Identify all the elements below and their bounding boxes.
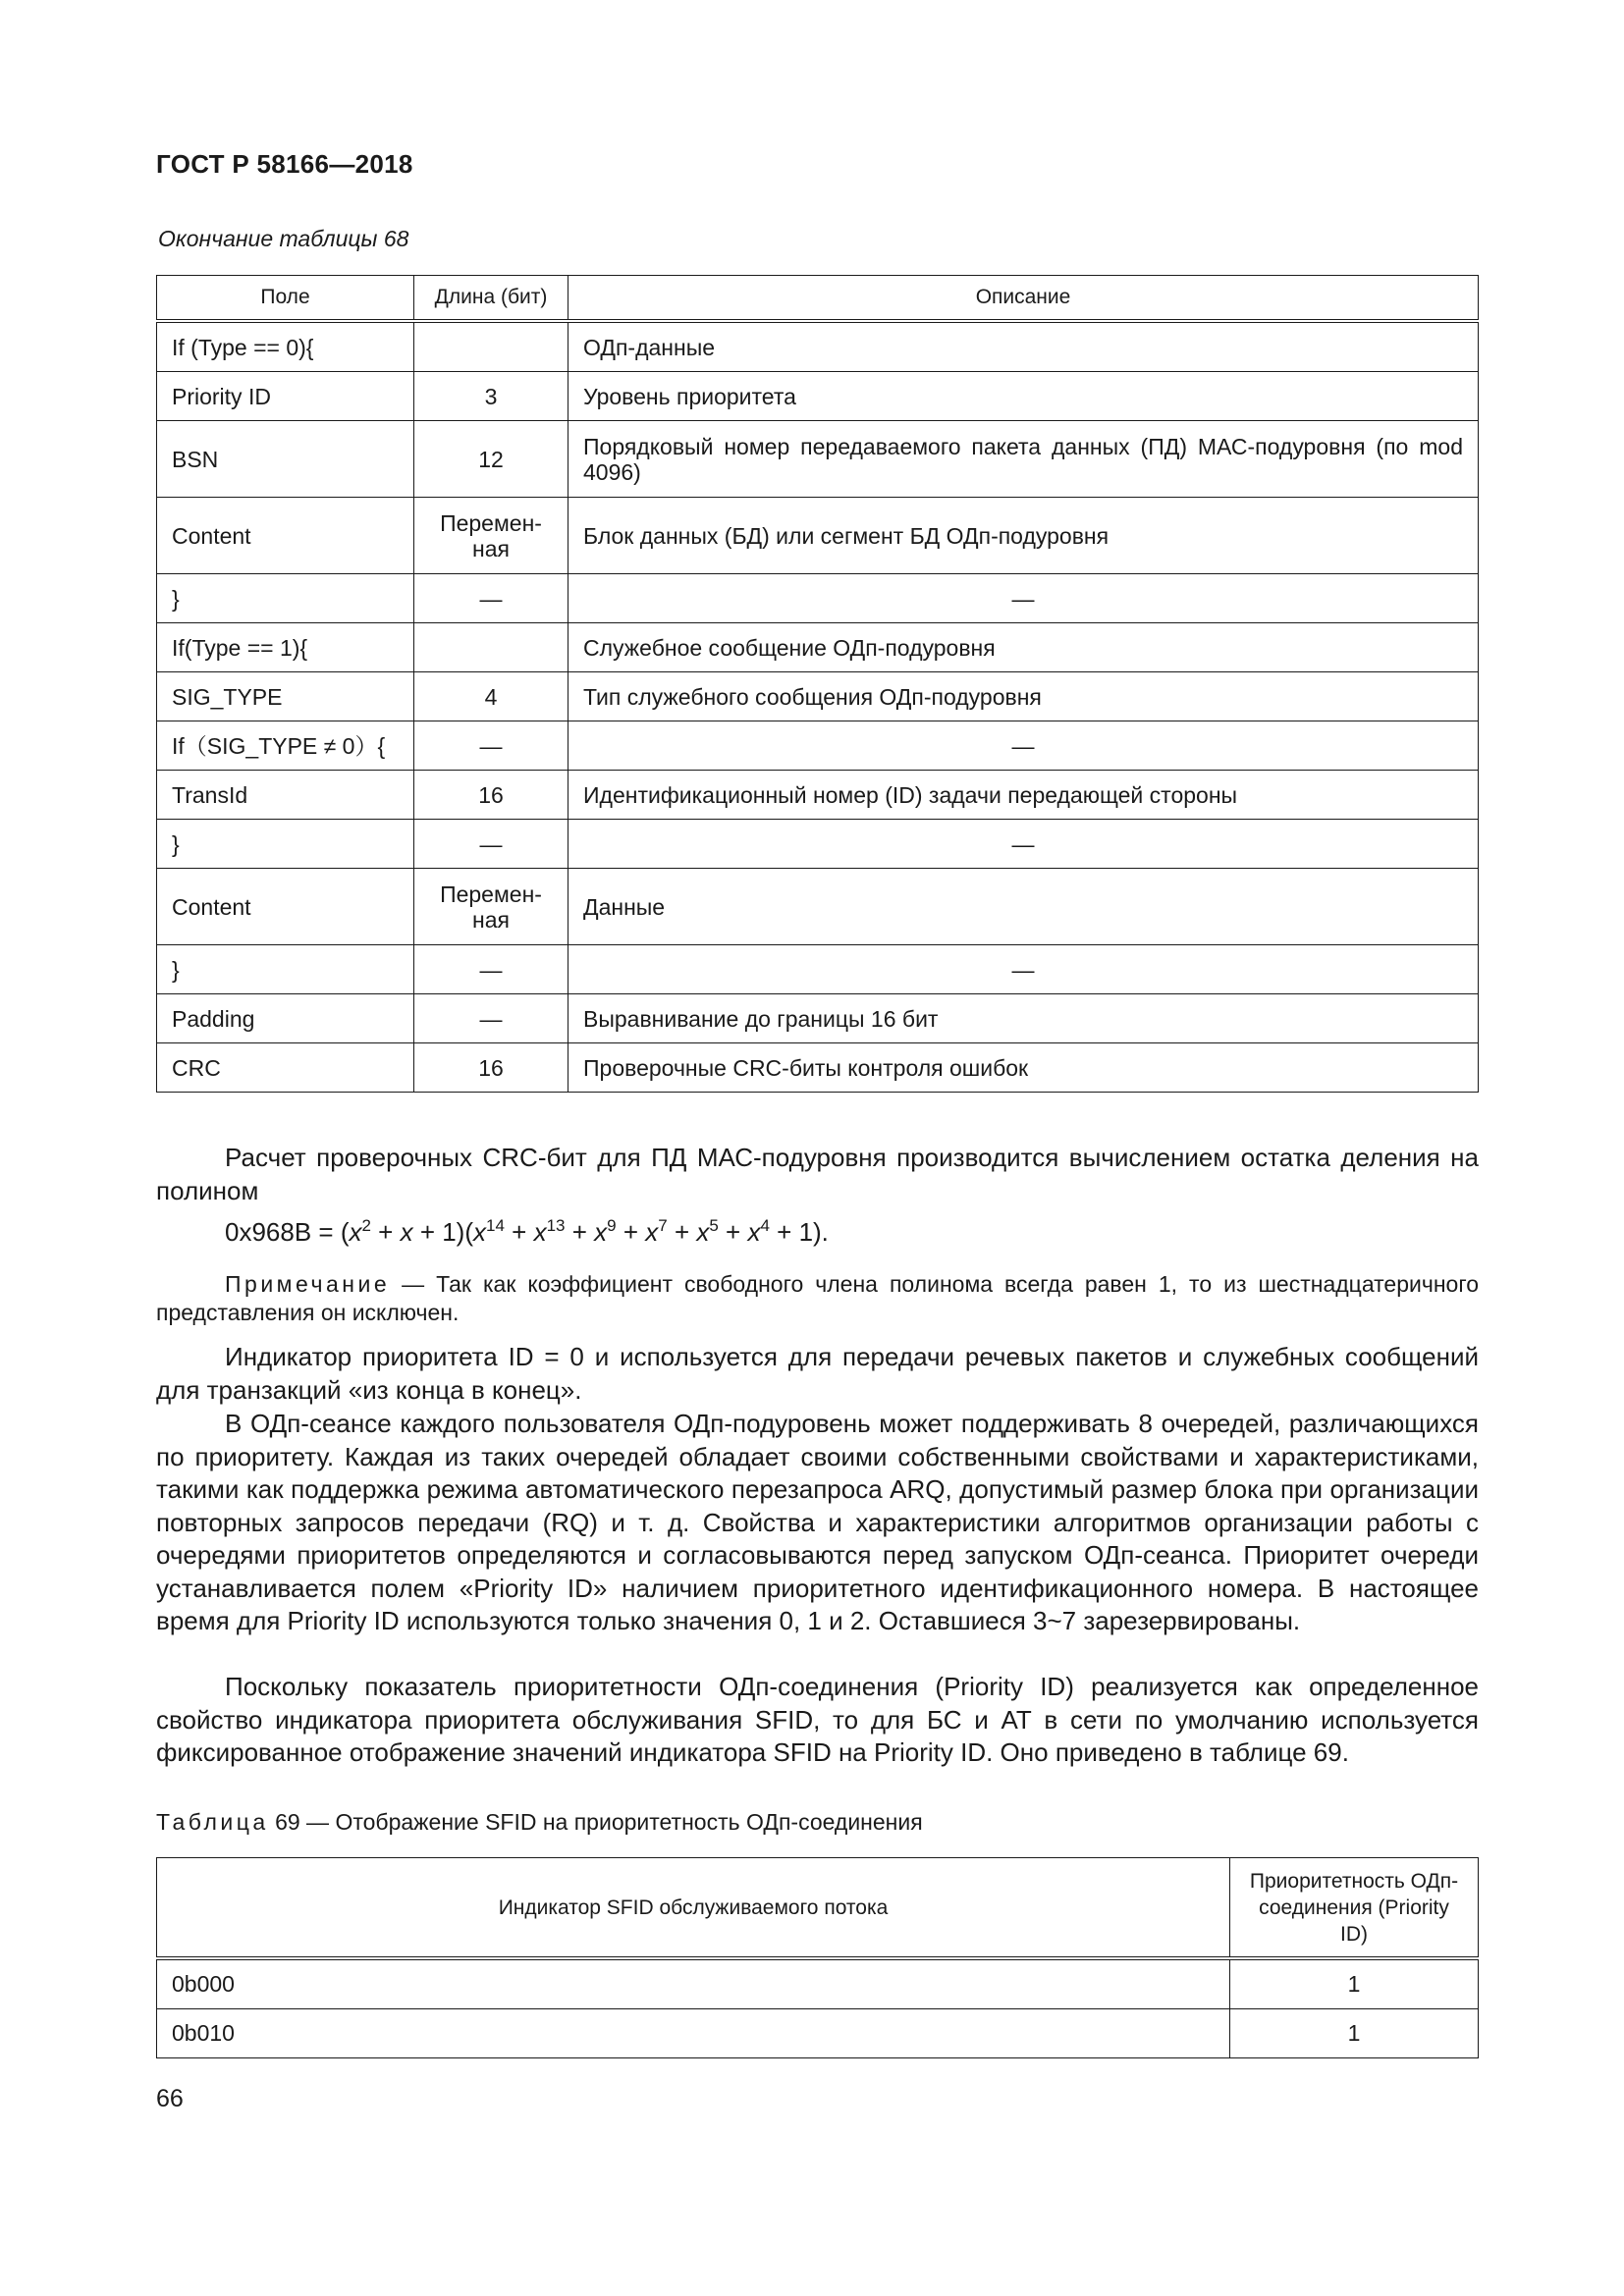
cell-length: —: [414, 721, 568, 771]
cell-sfid: 0b000: [157, 1958, 1230, 2009]
table-row: [157, 372, 1479, 421]
cell-field: TransId: [157, 771, 414, 820]
cell-description: ОДп-данные: [568, 321, 1479, 372]
cell-field: CRC: [157, 1043, 414, 1093]
paragraph-sfid-mapping: Поскольку показатель приоритетности ОДп-соединения (Priority ID) реализуется как определенное свойство индикатора приоритета обслуживания SFID, то для БС и АТ в сети по умолчанию используется фиксированное отображение значений индикатора SFID на Priority ID. Оно приведено в таблице 69.: [156, 1672, 1479, 1767]
cell-field: }: [157, 945, 414, 994]
cell-description: Блок данных (БД) или сегмент БД ОДп-подуровня: [568, 498, 1479, 574]
column-header-priority: Приоритетность ОДп-соединения (Priority ID): [1230, 1858, 1479, 1959]
cell-sfid: 0b010: [157, 2009, 1230, 2058]
cell-description: Идентификационный номер (ID) задачи передающей стороны: [568, 771, 1479, 820]
table-row: [157, 1043, 1479, 1093]
table-row: [157, 820, 1479, 869]
column-header-description: Описание: [568, 276, 1479, 322]
cell-field: If（SIG_TYPE ≠ 0）{: [157, 721, 414, 771]
column-header-sfid: Индикатор SFID обслуживаемого потока: [157, 1858, 1230, 1959]
cell-length: —: [414, 574, 568, 623]
cell-field: If(Type == 1){: [157, 623, 414, 672]
cell-description: Проверочные CRC-биты контроля ошибок: [568, 1043, 1479, 1093]
cell-length: —: [414, 994, 568, 1043]
cell-length: Перемен-ная: [414, 869, 568, 945]
cell-field: Priority ID: [157, 372, 414, 421]
cell-field: If (Type == 0){: [157, 321, 414, 372]
cell-priority: 1: [1230, 1958, 1479, 2009]
cell-field: Content: [157, 498, 414, 574]
page-number: 66: [156, 2085, 184, 2112]
cell-length: 12: [414, 421, 568, 498]
paragraph-crc-calculation: Расчет проверочных CRC-бит для ПД МАС-подуровня производится вычислением остатка деления на полином: [156, 1143, 1479, 1205]
table-68-continuation-caption: Окончание таблицы 68: [158, 226, 409, 251]
cell-field: }: [157, 820, 414, 869]
cell-description: —: [568, 574, 1479, 623]
table-row: [157, 945, 1479, 994]
table-row: [157, 721, 1479, 771]
table-row: [157, 672, 1479, 721]
cell-length: —: [414, 820, 568, 869]
polynomial-formula: $0x968B = (x^2 + x + 1)(x^{14} + x^{13} + x^9 + x^7 + x^5 + x^4 + 1)$.: [225, 1216, 829, 1247]
cell-length: [414, 623, 568, 672]
table-row: [157, 574, 1479, 623]
cell-length: Перемен-ная: [414, 498, 568, 574]
cell-length: 3: [414, 372, 568, 421]
cell-description: —: [568, 945, 1479, 994]
column-header-field: Поле: [157, 276, 414, 322]
cell-description: Служебное сообщение ОДп-подуровня: [568, 623, 1479, 672]
cell-field: Padding: [157, 994, 414, 1043]
note-paragraph: [156, 1270, 1479, 1327]
cell-description: Уровень приоритета: [568, 372, 1479, 421]
cell-field: }: [157, 574, 414, 623]
note-label: Примечание: [225, 1271, 391, 1297]
cell-priority: 1: [1230, 2009, 1479, 2058]
table-row: [157, 869, 1479, 945]
table-header-row: [157, 1858, 1479, 1959]
cell-description: —: [568, 820, 1479, 869]
table-row: [157, 623, 1479, 672]
cell-length: 16: [414, 1043, 568, 1093]
table-row: [157, 498, 1479, 574]
paragraph-priority-indicator: Индикатор приоритета ID = 0 и используется для передачи речевых пакетов и служебных сообщений для транзакций «из конца в конец».: [156, 1342, 1479, 1405]
table-68: [156, 275, 1479, 1093]
cell-length: 4: [414, 672, 568, 721]
table-row: [157, 994, 1479, 1043]
cell-field: BSN: [157, 421, 414, 498]
table-row: [157, 321, 1479, 372]
cell-field: Content: [157, 869, 414, 945]
table-row: [157, 2009, 1479, 2058]
column-header-length: Длина (бит): [414, 276, 568, 322]
table-69-caption-text: 69 — Отображение SFID на приоритетность ОДп-соединения: [268, 1809, 923, 1835]
cell-length: —: [414, 945, 568, 994]
table-69-caption-label: Таблица: [156, 1809, 269, 1835]
table-row: [157, 771, 1479, 820]
cell-description: Порядковый номер передаваемого пакета данных (ПД) МАС-подуровня (по mod 4096): [568, 421, 1479, 498]
table-row: [157, 421, 1479, 498]
cell-length: 16: [414, 771, 568, 820]
cell-field: SIG_TYPE: [157, 672, 414, 721]
cell-length: [414, 321, 568, 372]
cell-description: Тип служебного сообщения ОДп-подуровня: [568, 672, 1479, 721]
cell-description: Данные: [568, 869, 1479, 945]
table-row: [157, 1958, 1479, 2009]
document-standard-title: ГОСТ Р 58166—2018: [156, 149, 413, 179]
table-69-caption: [156, 1809, 923, 1836]
cell-description: Выравнивание до границы 16 бит: [568, 994, 1479, 1043]
paragraph-queues: В ОДп-сеансе каждого пользователя ОДп-подуровень может поддерживать 8 очередей, различающихся по приоритету. Каждая из таких очередей обладает своими собственными свойствами и характеристиками, такими как поддержка режима автоматического перезапроса ARQ, допустимый размер блока при организации повторных запросов передачи (RQ) и т. д. Свойства и характеристики алгоритмов организации работы с очередями приоритетов определяются и согласовываются перед запуском ОДп-сеанса. Приоритет очереди устанавливается полем «Priority ID» наличием приоритетного идентификационного номера. В настоящее время для Priority ID используются только значения 0, 1 и 2. Оставшиеся 3~7 зарезервированы.: [156, 1409, 1479, 1635]
cell-description: —: [568, 721, 1479, 771]
table-header-row: [157, 276, 1479, 322]
note-text: — Так как коэффициент свободного члена полинома всегда равен 1, то из шестнадцатеричного представления он исключен.: [156, 1271, 1479, 1325]
table-69: [156, 1857, 1479, 2058]
